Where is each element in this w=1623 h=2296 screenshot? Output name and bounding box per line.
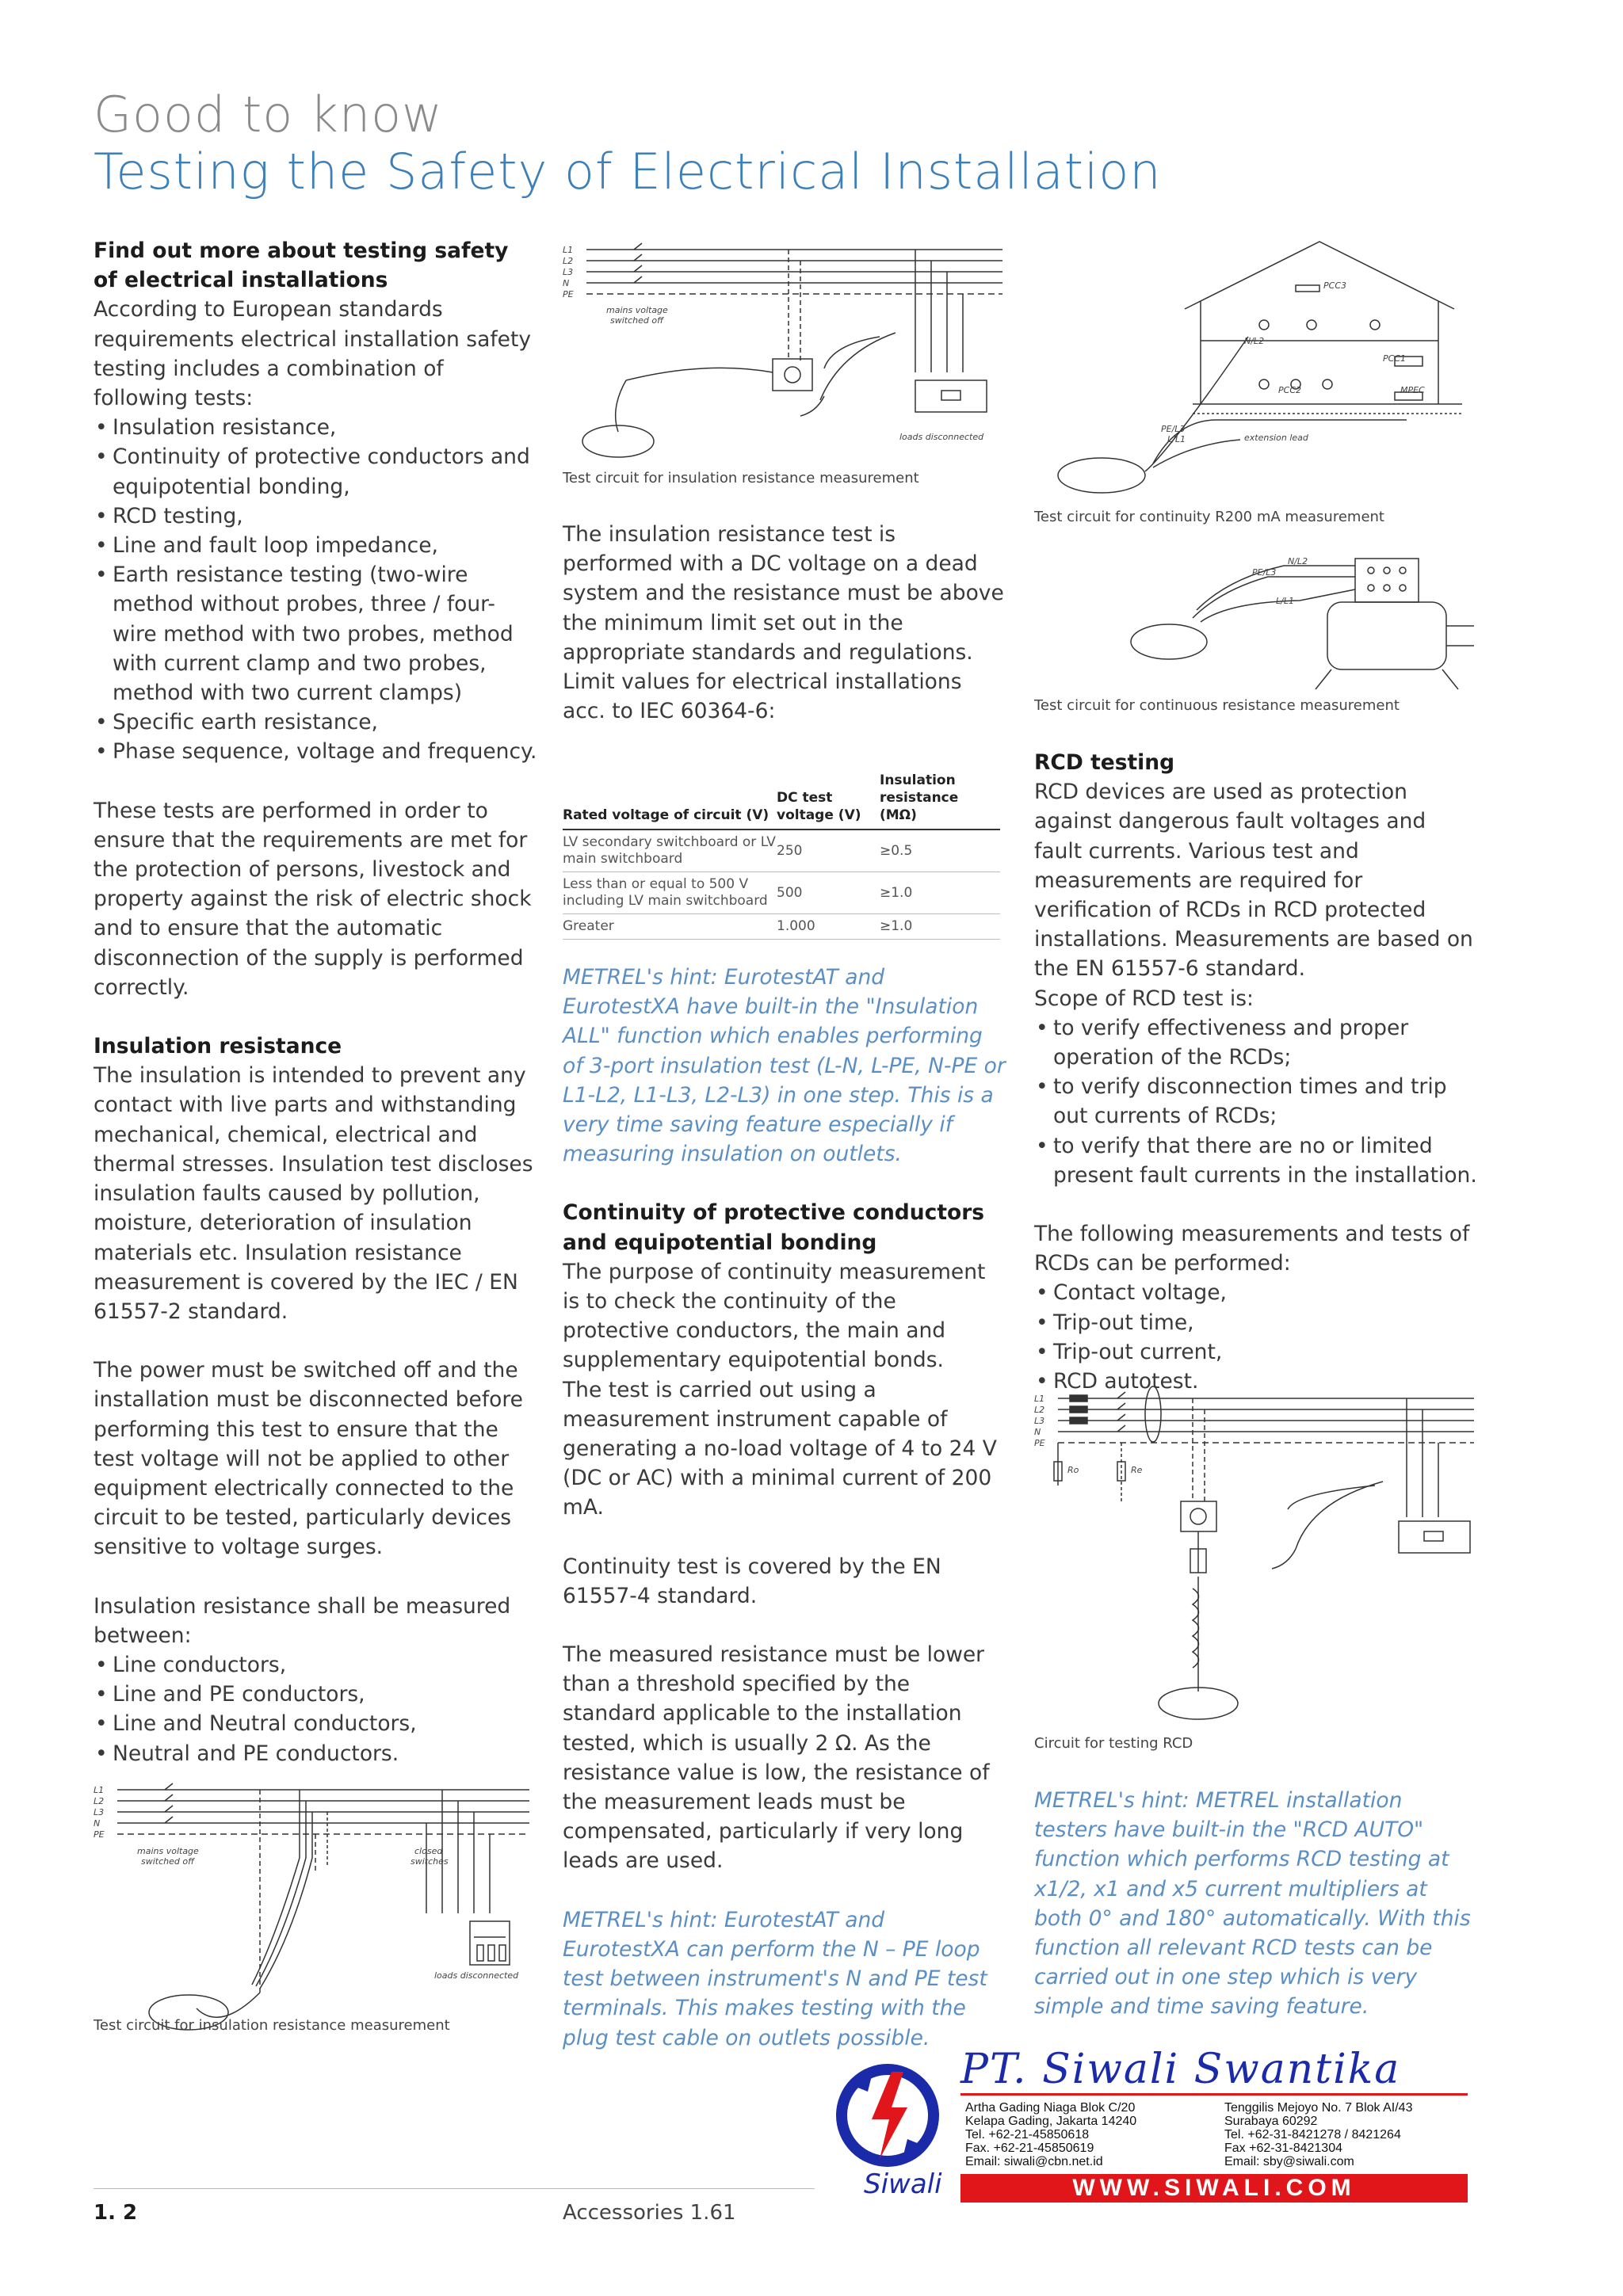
continuity-text-1: The purpose of continuity measurement is to check the continuity of the protective conductors, the main and supplementary equipotential bonds. <box>563 1259 986 1373</box>
list-item: • Line conductors, <box>94 1650 537 1680</box>
measured-list <box>94 1650 537 1768</box>
label-nl2: N/L2 <box>1244 336 1265 346</box>
table-header: Insulation resistance (MΩ) <box>880 770 1000 830</box>
list-item: • Earth resistance testing (two-wire method without probes, three / four-wire method with two probes, method with current clamp and two probes, method with two current clamps) <box>94 560 537 707</box>
logo-word: Siwali <box>864 2168 942 2200</box>
metrel-hint-3: METREL's hint: METREL installation testers have built-in the "RCD AUTO" function which performs RCD testing at x1/2, x1 and x5 current multipliers at both 0° and 180° automatically. With this function all relevant RCD tests can be carried out in one step which is very simple and time saving feature. <box>1034 1788 1471 2019</box>
label-re: Re <box>1131 1465 1143 1475</box>
label-l2: L2 <box>94 1796 105 1806</box>
insulation-circuit-diagram-1 <box>94 1779 537 2016</box>
table-row <box>563 830 1000 872</box>
table-cell: 1.000 <box>777 914 880 940</box>
table-header-row <box>563 770 1000 830</box>
intro-text: According to European standards requirements electrical installation safety testing includes a combination of following tests: <box>94 297 532 411</box>
limit-values-table <box>563 770 1000 940</box>
label-closed: closed <box>414 1846 443 1856</box>
list-item: • Trip-out time, <box>1034 1308 1478 1337</box>
table-cell: LV secondary switchboard or LV main switchboard <box>563 830 777 872</box>
insulation-test-text: The insulation resistance test is performed with a DC voltage on a dead system and the resistance must be above the minimum limit set out in the appropriate standards and regulations. <box>563 522 1004 665</box>
continuity-heading: Continuity of protective conductors and equipotential bonding <box>563 1200 985 1255</box>
label-switched: switched off <box>141 1856 195 1867</box>
test-list <box>94 413 537 766</box>
company-name: PT. Siwali Swantika <box>960 2046 1401 2093</box>
scope-list <box>1034 1013 1478 1190</box>
figure-caption: Circuit for testing RCD <box>1034 1735 1193 1752</box>
label-n: N <box>563 278 570 288</box>
figure-caption: Test circuit for insulation resistance measurement <box>94 2017 450 2034</box>
address-right: Tenggilis Mejoyo No. 7 Blok AI/43 Surabaya 60292 Tel. +62-31-8421278 / 8421264 Fax +62-31-8421304 Email: sby@siwali.com <box>1224 2101 1413 2168</box>
column-3-hint <box>1034 1786 1478 2022</box>
list-item: • Contact voltage, <box>1034 1278 1478 1307</box>
metrel-hint-1: METREL's hint: EurotestAT and EurotestXA have built-in the "Insulation ALL" function which enables performing of 3-port insulation test (L-N, L-PE, N-PE or L1-L2, L1-L3, L2-L3) in one step. This is a very time saving feature especially if measuring insulation on outlets. <box>563 965 1006 1167</box>
continuity-text-4: The measured resistance must be lower than a threshold specified by the standard applicable to the installation tested, which is usually 2 Ω. As the resistance value is low, the resistance of the measurement leads must be compensated, particularly if very long leads are used. <box>563 1642 990 1874</box>
label-l1: L1 <box>1034 1394 1045 1404</box>
website-banner: WWW.SIWALI.COM <box>960 2174 1468 2203</box>
list-item: • to verify disconnection times and trip out currents of RCDs; <box>1034 1072 1478 1131</box>
label-l1: L1 <box>94 1785 105 1795</box>
label-ll1: L/L1 <box>1167 434 1186 444</box>
measured-intro: Insulation resistance shall be measured between: <box>94 1593 511 1648</box>
table-cell: Greater <box>563 914 777 940</box>
list-item: • RCD autotest. <box>1034 1367 1478 1396</box>
label-pel3: PE/L3 <box>1161 424 1186 434</box>
label-switched: switched off <box>610 315 664 326</box>
scope-intro: Scope of RCD test is: <box>1034 986 1254 1011</box>
label-l1: L1 <box>563 245 574 255</box>
list-item: • Continuity of protective conductors and equipotential bonding, <box>94 442 537 501</box>
list-item: • to verify that there are no or limited present fault currents in the installation. <box>1034 1131 1478 1190</box>
label-l3: L3 <box>563 267 574 277</box>
label-mains: mains voltage <box>137 1846 199 1856</box>
figure-caption: Test circuit for continuity R200 mA measurement <box>1034 509 1384 525</box>
table-cell: 500 <box>777 872 880 914</box>
list-item: • Trip-out current, <box>1034 1337 1478 1367</box>
page-number: 1. 2 <box>94 2201 138 2225</box>
limit-values-text: Limit values for electrical installations acc. to IEC 60364-6: <box>563 669 962 724</box>
column-2-top <box>563 520 1006 726</box>
intro-heading: Find out more about testing safety of electrical installations <box>94 238 509 293</box>
label-pcc3: PCC3 <box>1323 280 1346 291</box>
label-pe: PE <box>563 289 574 299</box>
following-intro: The following measurements and tests of RCDs can be performed: <box>1034 1222 1470 1276</box>
label-l2: L2 <box>563 256 574 266</box>
footer-section: Accessories 1.61 <box>563 2201 736 2225</box>
label-mains: mains voltage <box>606 305 668 315</box>
column-1 <box>94 236 537 1768</box>
label-ro: Ro <box>1067 1465 1079 1475</box>
list-item: • to verify effectiveness and proper operation of the RCDs; <box>1034 1013 1478 1072</box>
continuity-text-2: The test is carried out using a measurement instrument capable of generating a no-load voltage of 4 to 24 V (DC or AC) with a minimal current of 200 mA. <box>563 1377 997 1520</box>
following-list <box>1034 1278 1478 1396</box>
label-pe: PE <box>94 1829 105 1840</box>
table-header: Rated voltage of circuit (V) <box>563 770 777 830</box>
list-item: • Line and PE conductors, <box>94 1680 537 1709</box>
figure-caption: Test circuit for continuous resistance measurement <box>1034 697 1400 714</box>
footer-divider <box>94 2188 815 2189</box>
column-3 <box>1034 748 1478 1396</box>
page-title: Testing the Safety of Electrical Installation <box>94 143 1162 200</box>
label-l3: L3 <box>94 1807 105 1817</box>
list-item: • RCD testing, <box>94 502 537 531</box>
list-item: • Line and Neutral conductors, <box>94 1709 537 1738</box>
metrel-hint-2: METREL's hint: EurotestAT and EurotestXA can perform the N – PE loop test between instrument's N and PE test terminals. This makes testing with the plug test cable on outlets possible. <box>563 1907 987 2050</box>
list-item: • Phase sequence, voltage and frequency. <box>94 737 537 766</box>
table-cell: ≥1.0 <box>880 914 1000 940</box>
list-item: • Neutral and PE conductors. <box>94 1739 537 1768</box>
table-header: DC test voltage (V) <box>777 770 880 830</box>
label-pel3: PE/L3 <box>1252 567 1277 578</box>
table-row <box>563 914 1000 940</box>
label-switches: switches <box>411 1856 449 1867</box>
label-l2: L2 <box>1034 1405 1045 1415</box>
label-pe: PE <box>1034 1438 1045 1448</box>
page-kicker: Good to know <box>94 86 443 143</box>
label-pcc2: PCC2 <box>1278 385 1301 395</box>
continuous-resistance-motor-diagram <box>1109 555 1482 693</box>
table-cell: 250 <box>777 830 880 872</box>
table-cell: Less than or equal to 500 V including LV main switchboard <box>563 872 777 914</box>
insulation-text: The insulation is intended to prevent any contact with live parts and withstanding mechanical, chemical, electrical and thermal stresses. Insulation test discloses insulation faults caused by pollution, moisture, deterioration of insulation materials etc. Insulation resistance measurement is covered by the IEC / EN 61557-2 standard. <box>94 1063 533 1324</box>
insulation-circuit-diagram-2 <box>563 242 1006 471</box>
label-mpec: MPEC <box>1400 385 1425 395</box>
table-cell: ≥1.0 <box>880 872 1000 914</box>
continuity-text-3: Continuity test is covered by the EN 61557-4 standard. <box>563 1554 941 1608</box>
list-item: • Line and fault loop impedance, <box>94 531 537 560</box>
rcd-circuit-diagram <box>1034 1390 1478 1723</box>
insulation-heading: Insulation resistance <box>94 1034 342 1059</box>
label-ll1: L/L1 <box>1276 596 1294 606</box>
list-item: • Specific earth resistance, <box>94 707 537 737</box>
rcd-heading: RCD testing <box>1034 750 1175 775</box>
label-nl2: N/L2 <box>1288 556 1308 566</box>
table-cell: ≥0.5 <box>880 830 1000 872</box>
purpose-text: These tests are performed in order to ensure that the requirements are met for the protection of persons, livestock and property against the risk of electric shock and to ensure that the automatic disconnection of the supply is performed correctly. <box>94 798 532 1000</box>
siwali-logo-icon <box>824 2052 951 2203</box>
label-l3: L3 <box>1034 1416 1045 1426</box>
continuity-house-diagram <box>1034 238 1478 499</box>
label-loads: loads disconnected <box>434 1970 519 1981</box>
table-row <box>563 872 1000 914</box>
address-left: Artha Gading Niaga Blok C/20 Kelapa Gading, Jakarta 14240 Tel. +62-21-45850618 Fax. +62-21-45850619 Email: siwali@cbn.net.id <box>965 2101 1137 2168</box>
power-text: The power must be switched off and the installation must be disconnected before performing this test to ensure that the test voltage will not be applied to other equipment electrically connected to the circuit to be tested, particularly devices sensitive to voltage surges. <box>94 1358 523 1560</box>
label-pcc1: PCC1 <box>1383 353 1406 364</box>
label-loads: loads disconnected <box>899 432 984 442</box>
label-n: N <box>1034 1427 1041 1437</box>
label-n: N <box>94 1818 101 1829</box>
figure-caption: Test circuit for insulation resistance measurement <box>563 470 919 486</box>
label-ext: extension lead <box>1244 433 1308 443</box>
column-2-bottom <box>563 963 1006 2053</box>
list-item: • Insulation resistance, <box>94 413 537 442</box>
rcd-text: RCD devices are used as protection against dangerous fault voltages and fault currents. Various test and measurements are required for verification of RCDs in RCD protected installations. Measurements are based on the EN 61557-6 standard. <box>1034 780 1473 982</box>
